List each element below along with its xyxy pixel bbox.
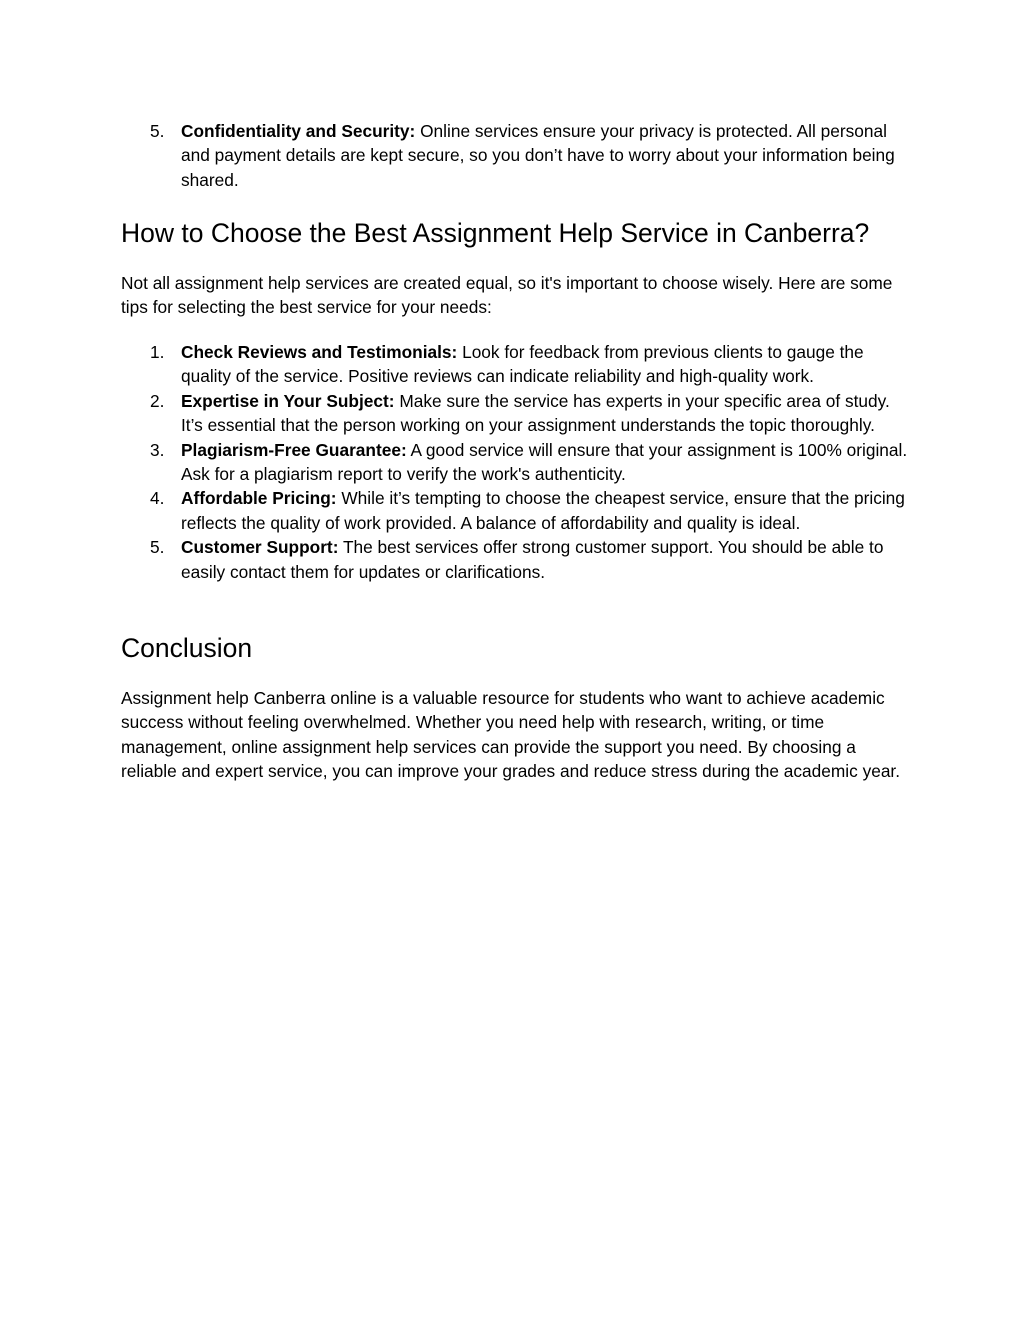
list-item	[121, 389, 911, 438]
section-heading-conclusion: Conclusion	[121, 633, 253, 663]
list-item-number: 5.	[150, 537, 165, 558]
benefits-list-continued	[121, 119, 911, 192]
list-item	[121, 340, 911, 389]
list-item-title: Confidentiality and Security:	[181, 121, 416, 141]
list-item-title: Customer Support:	[181, 537, 339, 558]
list-item	[121, 438, 911, 487]
list-item-text: Look for feedback from previous clients to gauge the quality of the service. Positive reviews can indicate reliability and high-quality work.	[181, 342, 864, 387]
list-item-text: The best services offer strong customer support. You should be able to easily contact them for updates or clarifications.	[181, 537, 884, 582]
list-item	[121, 535, 911, 584]
section-heading-choose: How to Choose the Best Assignment Help Service in Canberra?	[121, 218, 870, 248]
conclusion-paragraph: Assignment help Canberra online is a valuable resource for students who want to achieve academic success without feeling overwhelmed. Whether you need help with research, writing, or time management, online assignment help services can provide the support you need. By choosing a reliable and expert service, you can improve your grades and reduce stress during the academic year.	[121, 688, 901, 782]
list-item	[121, 119, 911, 192]
section-intro-paragraph: Not all assignment help services are created equal, so it's important to choose wisely. Here are some tips for selecting the best service for your needs:	[121, 273, 893, 318]
list-item-number: 4.	[150, 488, 165, 509]
list-item-number: 5.	[150, 121, 165, 141]
list-item-title: Expertise in Your Subject:	[181, 390, 395, 411]
list-item-number: 1.	[150, 342, 165, 362]
list-item-text: Online services ensure your privacy is protected. All personal and payment details are kept secure, so you don’t have to worry about your information being shared.	[181, 121, 895, 190]
list-item-number: 2.	[150, 390, 165, 411]
list-item	[121, 486, 911, 535]
tips-list	[121, 340, 911, 584]
list-item-title: Check Reviews and Testimonials:	[181, 342, 458, 362]
list-item-text: While it’s tempting to choose the cheapest service, ensure that the pricing reflects the quality of work provided. A balance of affordability and quality is ideal.	[181, 488, 905, 533]
list-item-number: 3.	[150, 439, 165, 460]
list-item-title: Affordable Pricing:	[181, 488, 337, 509]
list-item-title: Plagiarism-Free Guarantee:	[181, 439, 407, 460]
list-item-text: A good service will ensure that your assignment is 100% original. Ask for a plagiarism report to verify the work's authenticity.	[181, 439, 908, 485]
list-item-text: Make sure the service has experts in your specific area of study. It’s essential that the person working on your assignment understands the topic thoroughly.	[181, 390, 890, 436]
